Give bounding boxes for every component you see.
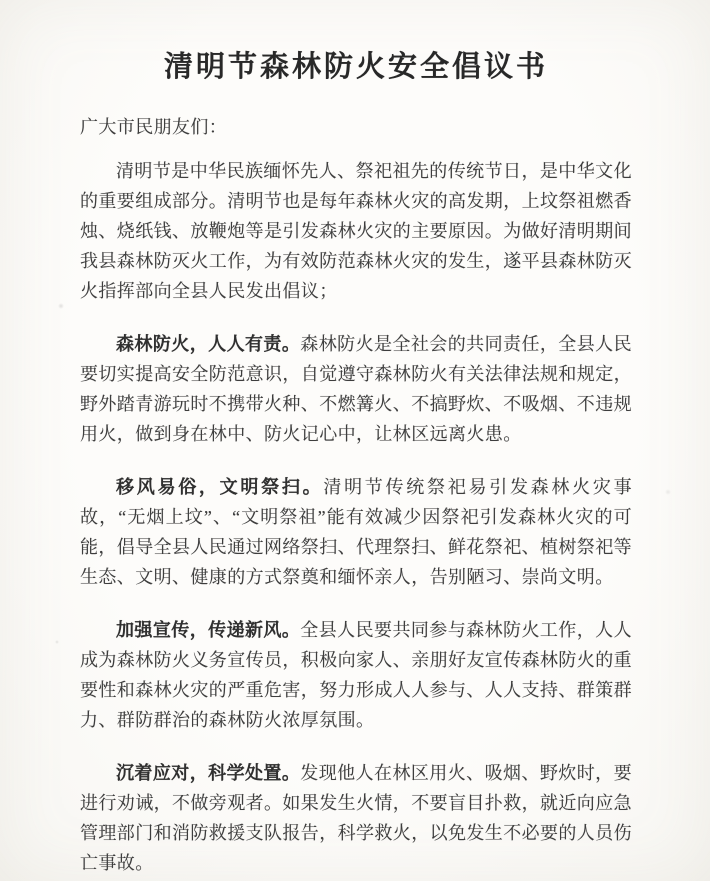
paragraph-text: 发现他人在林区用火、吸烟、野炊时，要进行劝诫，不做旁观者。如果发生火情，不要盲目扑救，就近向应急管理部门和消防救援支队报告，科学救火，以免发生不必要的人员伤亡事故。 — [80, 763, 632, 873]
paragraph-text: 清明节是中华民族缅怀先人、祭祀祖先的传统节日，是中华文化的重要组成部分。清明节也是每年森林火灾的高发期，上坟祭祖燃香烛、烧纸钱、放鞭炮等是引发森林火灾的主要原因。为做好清明期间我县森林防灭火工作，为有效防范森林火灾的发生，遂平县森林防灭火指挥部向全县人民发出倡议； — [80, 161, 632, 301]
paragraph-text: 森林防火是全社会的共同责任，全县人民要切实提高安全防范意识，自觉遵守森林防火有关法律法规和规定，野外踏青游玩时不携带火种、不燃篝火、不搞野炊、不吸烟、不违规用火，做到身在林中、防火记心中，让林区远离火患。 — [80, 334, 632, 444]
paragraph-lead: 森林防火，人人有责。 — [116, 334, 301, 354]
salutation: 广大市民朋友们： — [80, 117, 228, 137]
paragraph-intro — [80, 156, 632, 306]
paragraph-lead: 移风易俗，文明祭扫。 — [116, 477, 324, 497]
paragraph-publicity — [80, 615, 632, 735]
paragraph-lead: 加强宣传，传递新风。 — [116, 620, 301, 640]
paragraph-lead: 沉着应对，科学处置。 — [116, 763, 301, 783]
paragraph-text: 清明节传统祭祀易引发森林火灾事故，“无烟上坟”、“文明祭祖”能有效减少因祭祀引发森林火灾的可能，倡导全县人民通过网络祭扫、代理祭扫、鲜花祭祀、植树祭祀等生态、文明、健康的方式祭奠和缅怀亲人，告别陋习、崇尚文明。 — [80, 477, 633, 587]
paragraph-responsibility — [80, 329, 632, 449]
document-body — [80, 156, 632, 878]
paragraph-response — [80, 758, 632, 878]
document-title: 清明节森林防火安全倡议书 — [163, 51, 548, 83]
paragraph-civilized-worship — [80, 472, 632, 592]
paragraph-text: 全县人民要共同参与森林防火工作，人人成为森林防火义务宣传员，积极向家人、亲朋好友宣传森林防火的重要性和森林火灾的严重危害，努力形成人人参与、人人支持、群策群力、群防群治的森林防火浓厚氛围。 — [80, 620, 632, 730]
